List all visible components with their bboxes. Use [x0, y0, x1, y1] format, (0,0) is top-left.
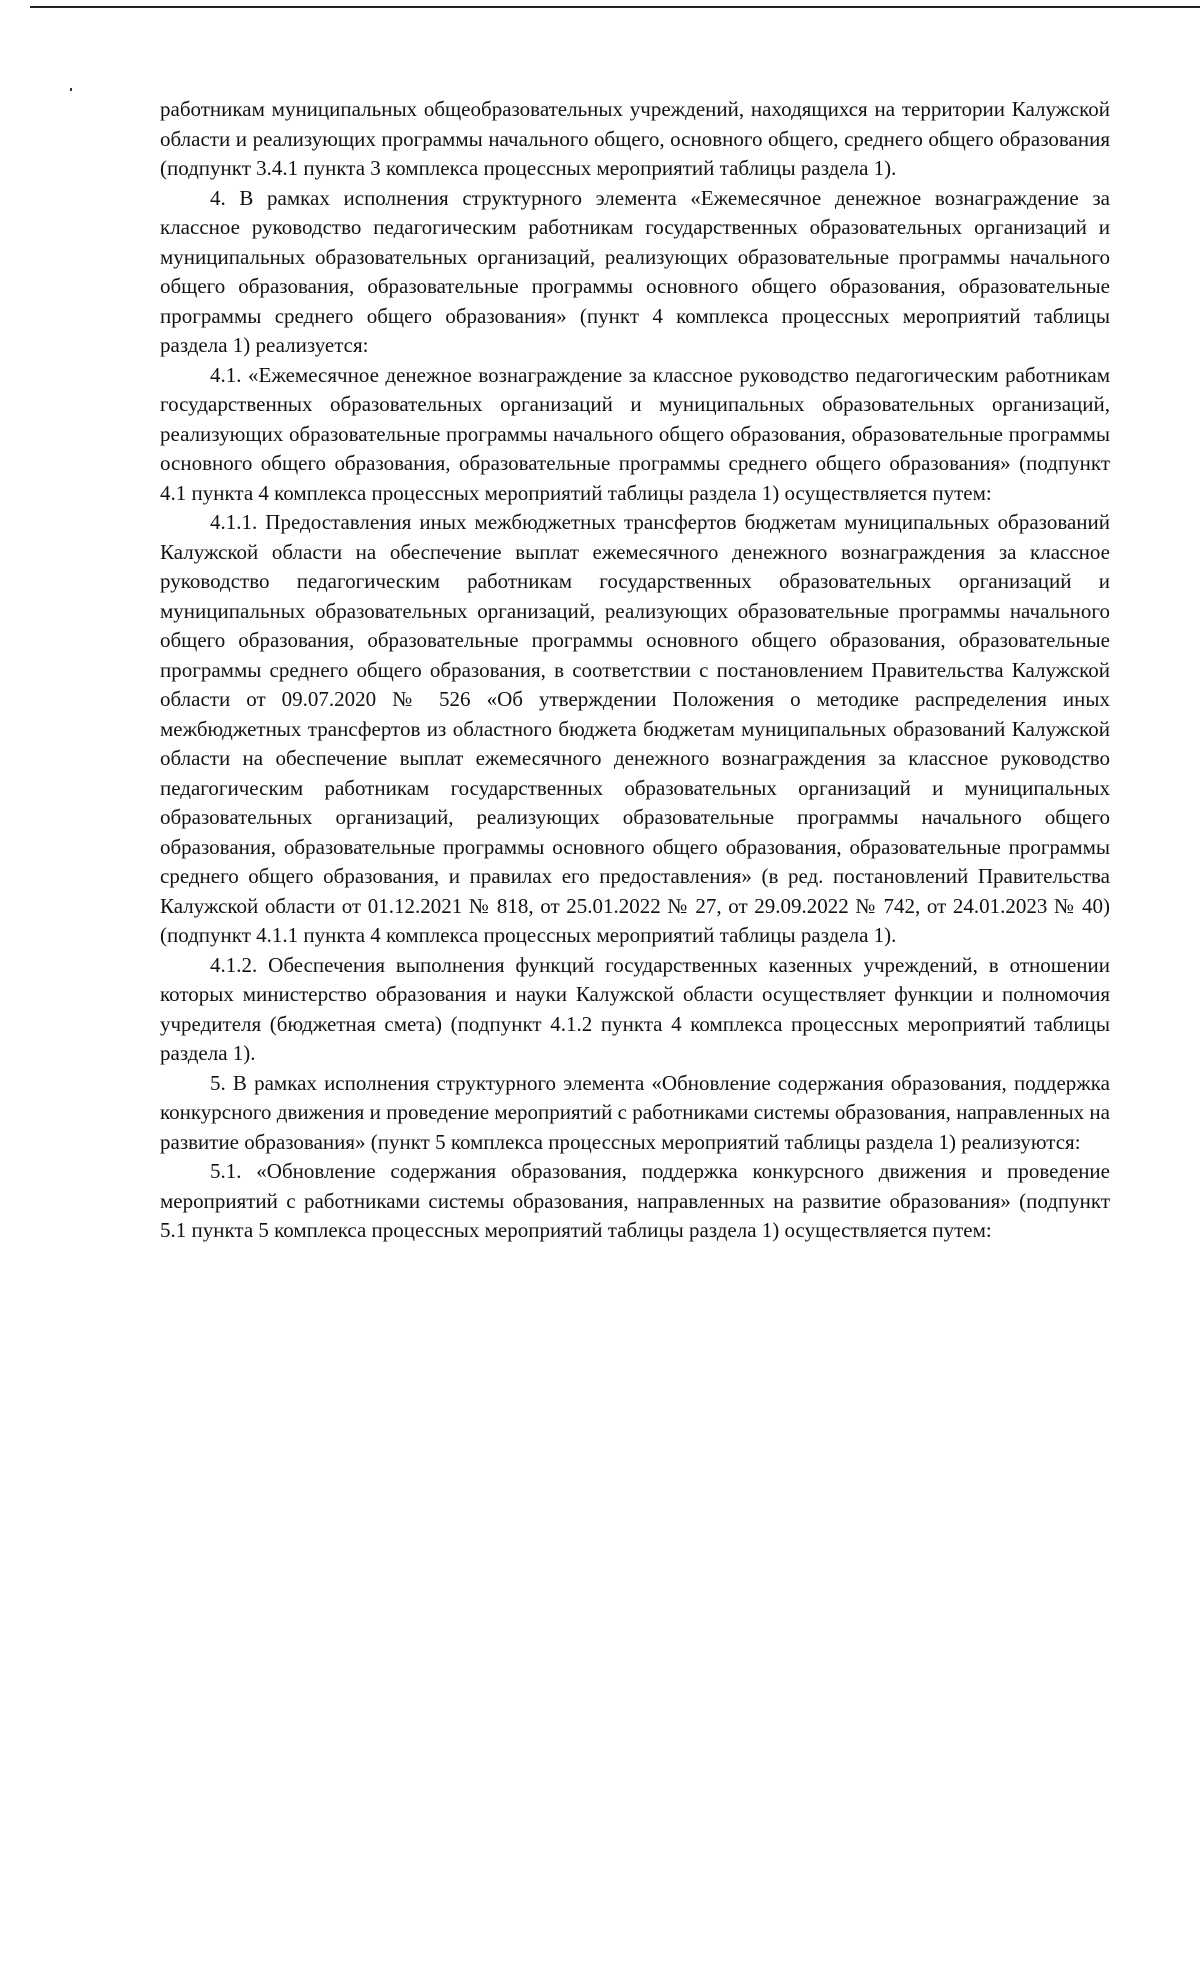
paragraph-item-5-1: 5.1. «Обновление содержания образования, поддержка конкурсного движения и проведение мероприятий с работниками системы образования, направленных на развитие образования» (подпункт 5.1 пункта 5 комплекса процессных мероприятий таблицы раздела 1) осуществляется путем:	[160, 1159, 1110, 1242]
scan-artifact	[70, 88, 72, 91]
paragraph-item-4-1-1: 4.1.1. Предоставления иных межбюджетных трансфертов бюджетам муниципальных образований Калужской области на обеспечение выплат ежемесячного денежного вознаграждения за классное руководство педагогическим работникам государственных образовательных организаций и муниципальных образовательных организаций, реализующих образовательные программы начального общего образования, образовательные программы основного общего образования, образовательные программы среднего общего образования, в соответствии с постановлением Правительства Калужской области от 09.07.2020 № 526 «Об утверждении Положения о методике распределения иных межбюджетных трансфертов из областного бюджета бюджетам муниципальных образований Калужской области на обеспечение выплат ежемесячного денежного вознаграждения за классное руководство педагогическим работникам государственных образовательных организаций и муниципальных образовательных организаций, реализующих образовательные программы начального общего образования, образовательные программы основного общего образования, образовательные программы среднего общего образования, и правилах его предоставления» (в ред. постановлений Правительства Калужской области от 01.12.2021 № 818, от 25.01.2022 № 27, от 29.09.2022 № 742, от 24.01.2023 № 40) (подпункт 4.1.1 пункта 4 комплекса процессных мероприятий таблицы раздела 1).	[160, 510, 1110, 947]
paragraph-item-4-1-2: 4.1.2. Обеспечения выполнения функций государственных казенных учреждений, в отношении которых министерство образования и науки Калужской области осуществляет функции и полномочия учредителя (бюджетная смета) (подпункт 4.1.2 пункта 4 комплекса процессных мероприятий таблицы раздела 1).	[160, 952, 1110, 1065]
top-border-line	[30, 6, 1200, 8]
document-body	[160, 95, 1110, 1246]
paragraph-continuation: работникам муниципальных общеобразовательных учреждений, находящихся на территории Калужской области и реализующих программы начального общего, основного общего, среднего общего образования (подпункт 3.4.1 пункта 3 комплекса процессных мероприятий таблицы раздела 1).	[160, 97, 1110, 180]
paragraph-item-5: 5. В рамках исполнения структурного элемента «Обновление содержания образования, поддержка конкурсного движения и проведение мероприятий с работниками системы образования, направленных на развитие образования» (пункт 5 комплекса процессных мероприятий таблицы раздела 1) реализуются:	[160, 1070, 1110, 1154]
paragraph-item-4-1: 4.1. «Ежемесячное денежное вознаграждение за классное руководство педагогическим работникам государственных образовательных организаций и муниципальных образовательных организаций, реализующих образовательные программы начального общего образования, образовательные программы основного общего образования, образовательные программы среднего общего образования» (подпункт 4.1 пункта 4 комплекса процессных мероприятий таблицы раздела 1) осуществляется путем:	[160, 362, 1110, 505]
paragraph-item-4: 4. В рамках исполнения структурного элемента «Ежемесячное денежное вознаграждение за классное руководство педагогическим работникам государственных образовательных организаций и муниципальных образовательных организаций, реализующих образовательные программы начального общего образования, образовательные программы основного общего образования, образовательные программы среднего общего образования» (пункт 4 комплекса процессных мероприятий таблицы раздела 1) реализуется:	[160, 185, 1110, 357]
